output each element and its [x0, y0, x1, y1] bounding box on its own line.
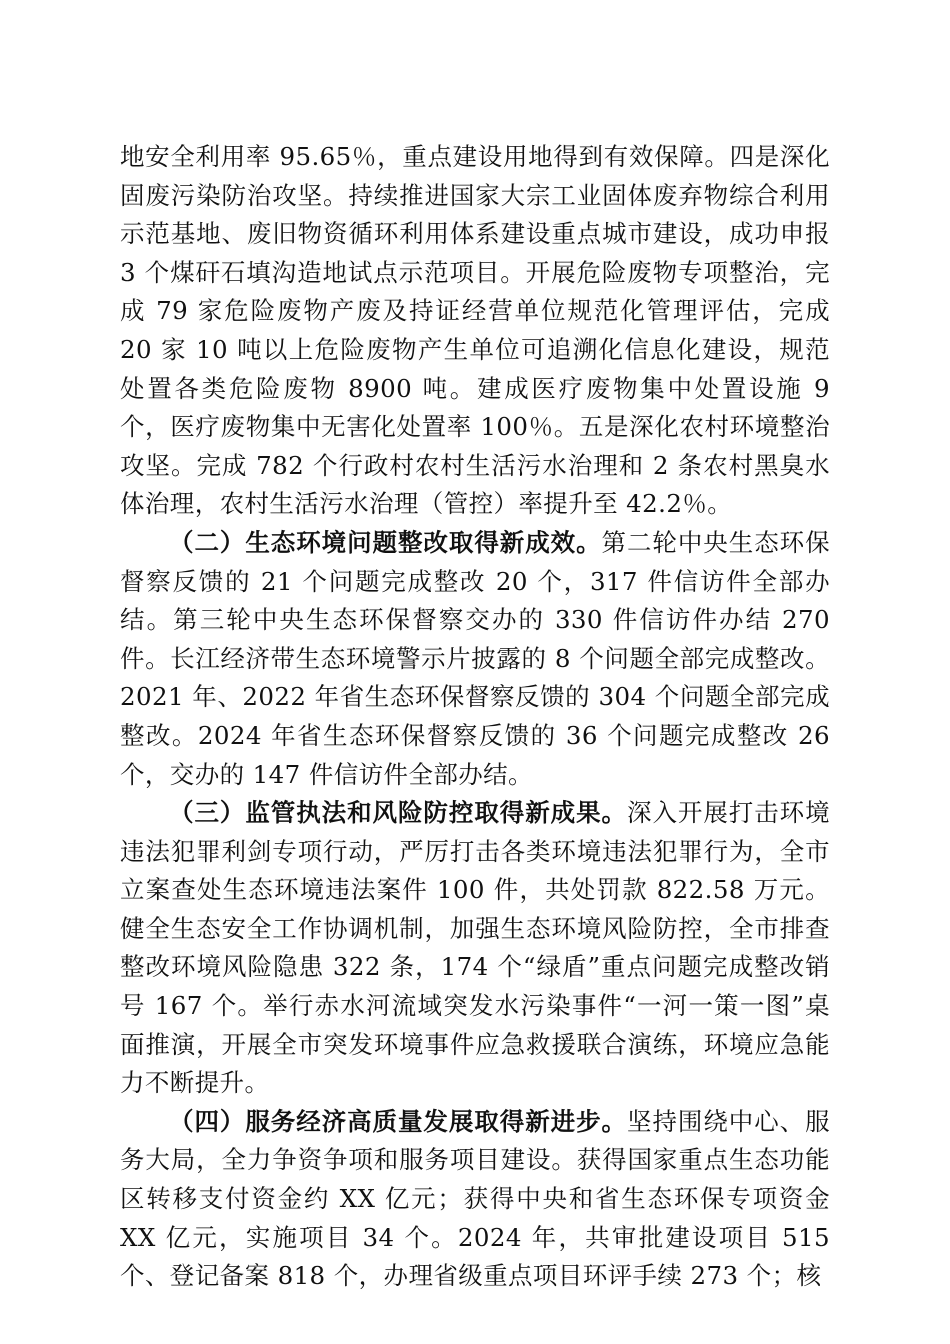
paragraph-text: 第二轮中央生态环保督察反馈的 21 个问题完成整改 20 个，317 件信访件全部办结。第三轮中央生态环保督察交办的 330 件信访件办结 270 件。长江经济带生态环境警示片披露的 8 个问题全部完成整改。2021 年、2022 年省生态环保督察反馈的 304 个问题全部完成整改。2024 年省生态环保督察反馈的 36 个问题完成整改 26 个，交办的 147 件信访件全部办结。	[120, 527, 830, 789]
paragraph-continuation	[120, 138, 830, 524]
paragraph-text: 深入开展打击环境违法犯罪利剑专项行动，严厉打击各类环境违法犯罪行为，全市立案查处生态环境违法案件 100 件，共处罚款 822.58 万元。健全生态安全工作协调机制，加强生态环境风险防控，全市排查整改环境风险隐患 322 条，174 个“绿盾”重点问题完成整改销号 167 个。举行赤水河流域突发水污染事件“一河一策一图”桌面推演，开展全市突发环境事件应急救援联合演练，环境应急能力不断提升。	[120, 798, 831, 1098]
paragraph-text: 坚持围绕中心、服务大局，全力争资争项和服务项目建设。获得国家重点生态功能区转移支付资金约 XX 亿元；获得中央和省生态环保专项资金 XX 亿元，实施项目 34 个。2024 年，共审批建设项目 515 个、登记备案 818 个，办理省级重点项目环评手续 273 个；核	[120, 1106, 831, 1291]
paragraph-heading: （三）监管执法和风险防控取得新成果。	[169, 798, 627, 828]
paragraph-text: 地安全利用率 95.65％，重点建设用地得到有效保障。四是深化固废污染防治攻坚。持续推进国家大宗工业固体废弃物综合利用示范基地、废旧物资循环利用体系建设重点城市建设，成功申报 3 个煤矸石填沟造地试点示范项目。开展危险废物专项整治，完成 79 家危险废物产废及持证经营单位规范化管理评估，完成 20 家 10 吨以上危险废物产生单位可追溯化信息化建设，规范处置各类危险废物 8900 吨。建成医疗废物集中处置设施 9 个，医疗废物集中无害化处置率 100％。五是深化农村环境整治攻坚。完成 782 个行政村农村生活污水治理和 2 条农村黑臭水体治理，农村生活污水治理（管控）率提升至 42.2％。	[120, 142, 830, 519]
paragraph-economic-service	[120, 1103, 830, 1296]
paragraph-rectification	[120, 524, 830, 794]
document-body	[120, 138, 830, 1296]
paragraph-enforcement	[120, 794, 830, 1103]
paragraph-heading: （二）生态环境问题整改取得新成效。	[169, 527, 602, 557]
paragraph-heading: （四）服务经济高质量发展取得新进步。	[169, 1106, 627, 1136]
